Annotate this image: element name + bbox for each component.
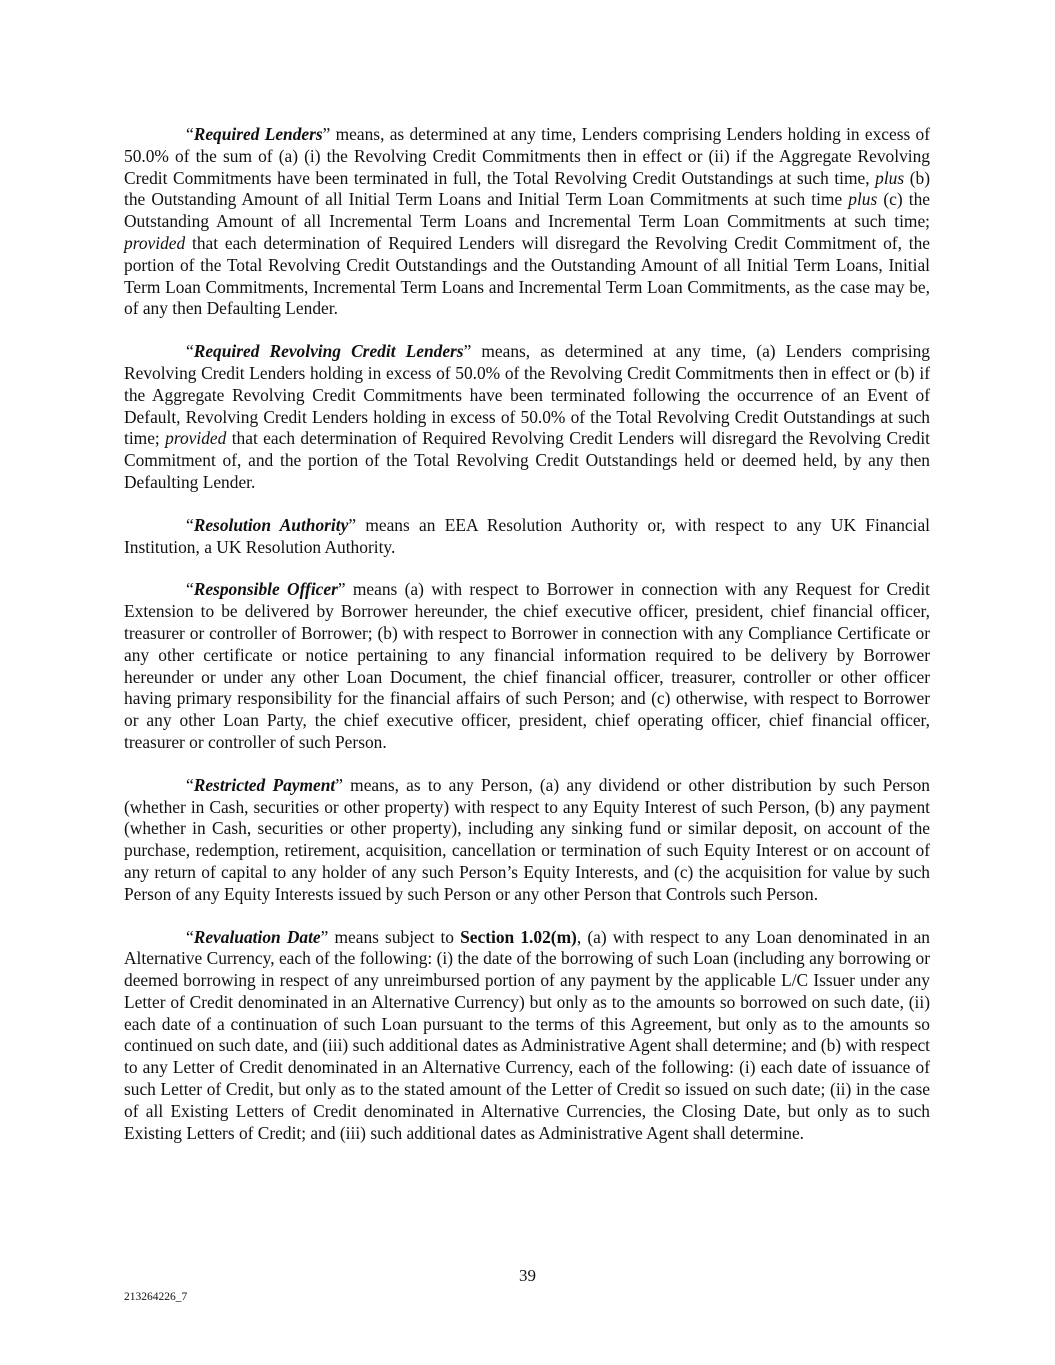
definition-text: “ — [186, 124, 194, 144]
definition-required-revolving-credit-lenders — [124, 341, 930, 494]
definition-text: “ — [186, 341, 194, 362]
definition-text: “ — [186, 579, 194, 600]
definition-text: (c) the Outstanding Amount of all Incremental Term Loans and Incremental Term Loan Commitments at such time; — [124, 189, 931, 232]
italic-text: plus — [875, 167, 905, 188]
italic-text: provided — [124, 232, 186, 253]
defined-term: Restricted Payment — [193, 774, 336, 795]
definition-restricted-payment — [124, 775, 930, 906]
definition-text: ” means, as to any Person, (a) any dividend or other distribution by such Person (whether in Cash, securities or other property) with respect to any Equity Interest of such Person, (b) any payment (whether in Cash, securities or other property), including any sinking fund or similar deposit, on account of the purchase, redemption, retirement, acquisition, cancellation or termination of such Equity Interest or on account of any return of capital to any holder of any such Person’s Equity Interests, and (c) the acquisition for value by such Person of any Equity Interests issued by such Person or any other Person that Controls such Person. — [124, 774, 930, 904]
italic-text: plus — [848, 189, 878, 210]
definition-text: “ — [186, 926, 194, 947]
defined-term: Revaluation Date — [193, 926, 321, 947]
definition-text: “ — [186, 774, 194, 795]
definition-text: ” means, as determined at any time, Lenders comprising Lenders holding in excess of 50.0% of the sum of (a) (i) the Revolving Credit Commitments then in effect or (ii) if the Aggregate Revolving Credit Commitments have been terminated in full, the Total Revolving Credit Outstandings at such time, — [124, 124, 931, 188]
definition-responsible-officer — [124, 579, 930, 753]
definition-text: ” means (a) with respect to Borrower in connection with any Request for Credit Extension to be delivered by Borrower hereunder, the chief executive officer, president, chief financial officer, treasurer or controller of Borrower; (b) with respect to Borrower in connection with any Compliance Certificate or any other certificate or notice pertaining to any financial information required to be delivery by Borrower hereunder or under any other Loan Document, the chief financial officer, treasurer, controller or other officer having primary responsibility for the financial affairs of such Person; and (c) otherwise, with respect to Borrower or any other Loan Party, the chief executive officer, president, chief operating officer, chief financial officer, treasurer or controller of such Person. — [124, 579, 930, 752]
defined-term: Responsible Officer — [193, 579, 338, 600]
definition-resolution-authority — [124, 515, 930, 559]
definition-revaluation-date — [124, 927, 930, 1145]
italic-text: provided — [165, 428, 227, 449]
definition-text: that each determination of Required Revolving Credit Lenders will disregard the Revolving Credit Commitment of, and the portion of the Total Revolving Credit Outstandings held or deemed held, by any then Defaulting Lender. — [124, 428, 930, 492]
section-reference: Section 1.02(m) — [460, 926, 577, 947]
document-id: 213264226_7 — [124, 1291, 188, 1303]
definition-text: ” means an EEA Resolution Authority or, with respect to any UK Financial Institution, a UK Resolution Authority. — [124, 514, 931, 557]
defined-term: Required Lenders — [193, 124, 323, 144]
definition-text: ” means subject to — [320, 926, 461, 947]
definitions-section — [124, 124, 930, 1165]
definition-required-lenders — [124, 124, 930, 320]
definition-text: that each determination of Required Lenders will disregard the Revolving Credit Commitment of, the portion of the Total Revolving Credit Outstandings and the Outstanding Amount of all Initial Term Loans, Initial Term Loan Commitments, Incremental Term Loans and Incremental Term Loan Commitments, as the case may be, of any then Defaulting Lender. — [124, 232, 930, 319]
definition-text: (b) the Outstanding Amount of all Initial Term Loans and Initial Term Loan Commitments at such time — [124, 167, 930, 210]
defined-term: Resolution Authority — [193, 514, 349, 535]
page-number: 39 — [519, 1266, 536, 1285]
definition-text: , (a) with respect to any Loan denominated in an Alternative Currency, each of the following: (i) the date of the borrowing of such Loan (including any borrowing or deemed borrowing in respect of any unreimbursed portion of any payment by the applicable L/C Issuer under any Letter of Credit denominated in an Alternative Currency) but only as to the amounts so borrowed on such date, (ii) each date of a continuation of such Loan pursuant to the terms of this Agreement, but only as to the amounts so continued on such date, and (iii) such additional dates as Administrative Agent shall determine; and (b) with respect to any Letter of Credit denominated in an Alternative Currency, each of the following: (i) each date of issuance of such Letter of Credit, but only as to the stated amount of the Letter of Credit so issued on such date; (ii) in the case of all Existing Letters of Credit denominated in Alternative Currencies, the Closing Date, but only as to such Existing Letters of Credit; and (iii) such additional dates as Administrative Agent shall determine. — [124, 926, 930, 1143]
defined-term: Required Revolving Credit Lenders — [193, 341, 464, 362]
definition-text: “ — [186, 514, 194, 535]
definition-text: ” means, as determined at any time, (a) Lenders comprising Revolving Credit Lenders holding in excess of 50.0% of the Revolving Credit Commitments then in effect or (b) if the Aggregate Revolving Credit Commitments have been terminated following the occurrence of an Event of Default, Revolving Credit Lenders holding in excess of 50.0% of the Total Revolving Credit Outstandings at such time; — [124, 341, 930, 449]
